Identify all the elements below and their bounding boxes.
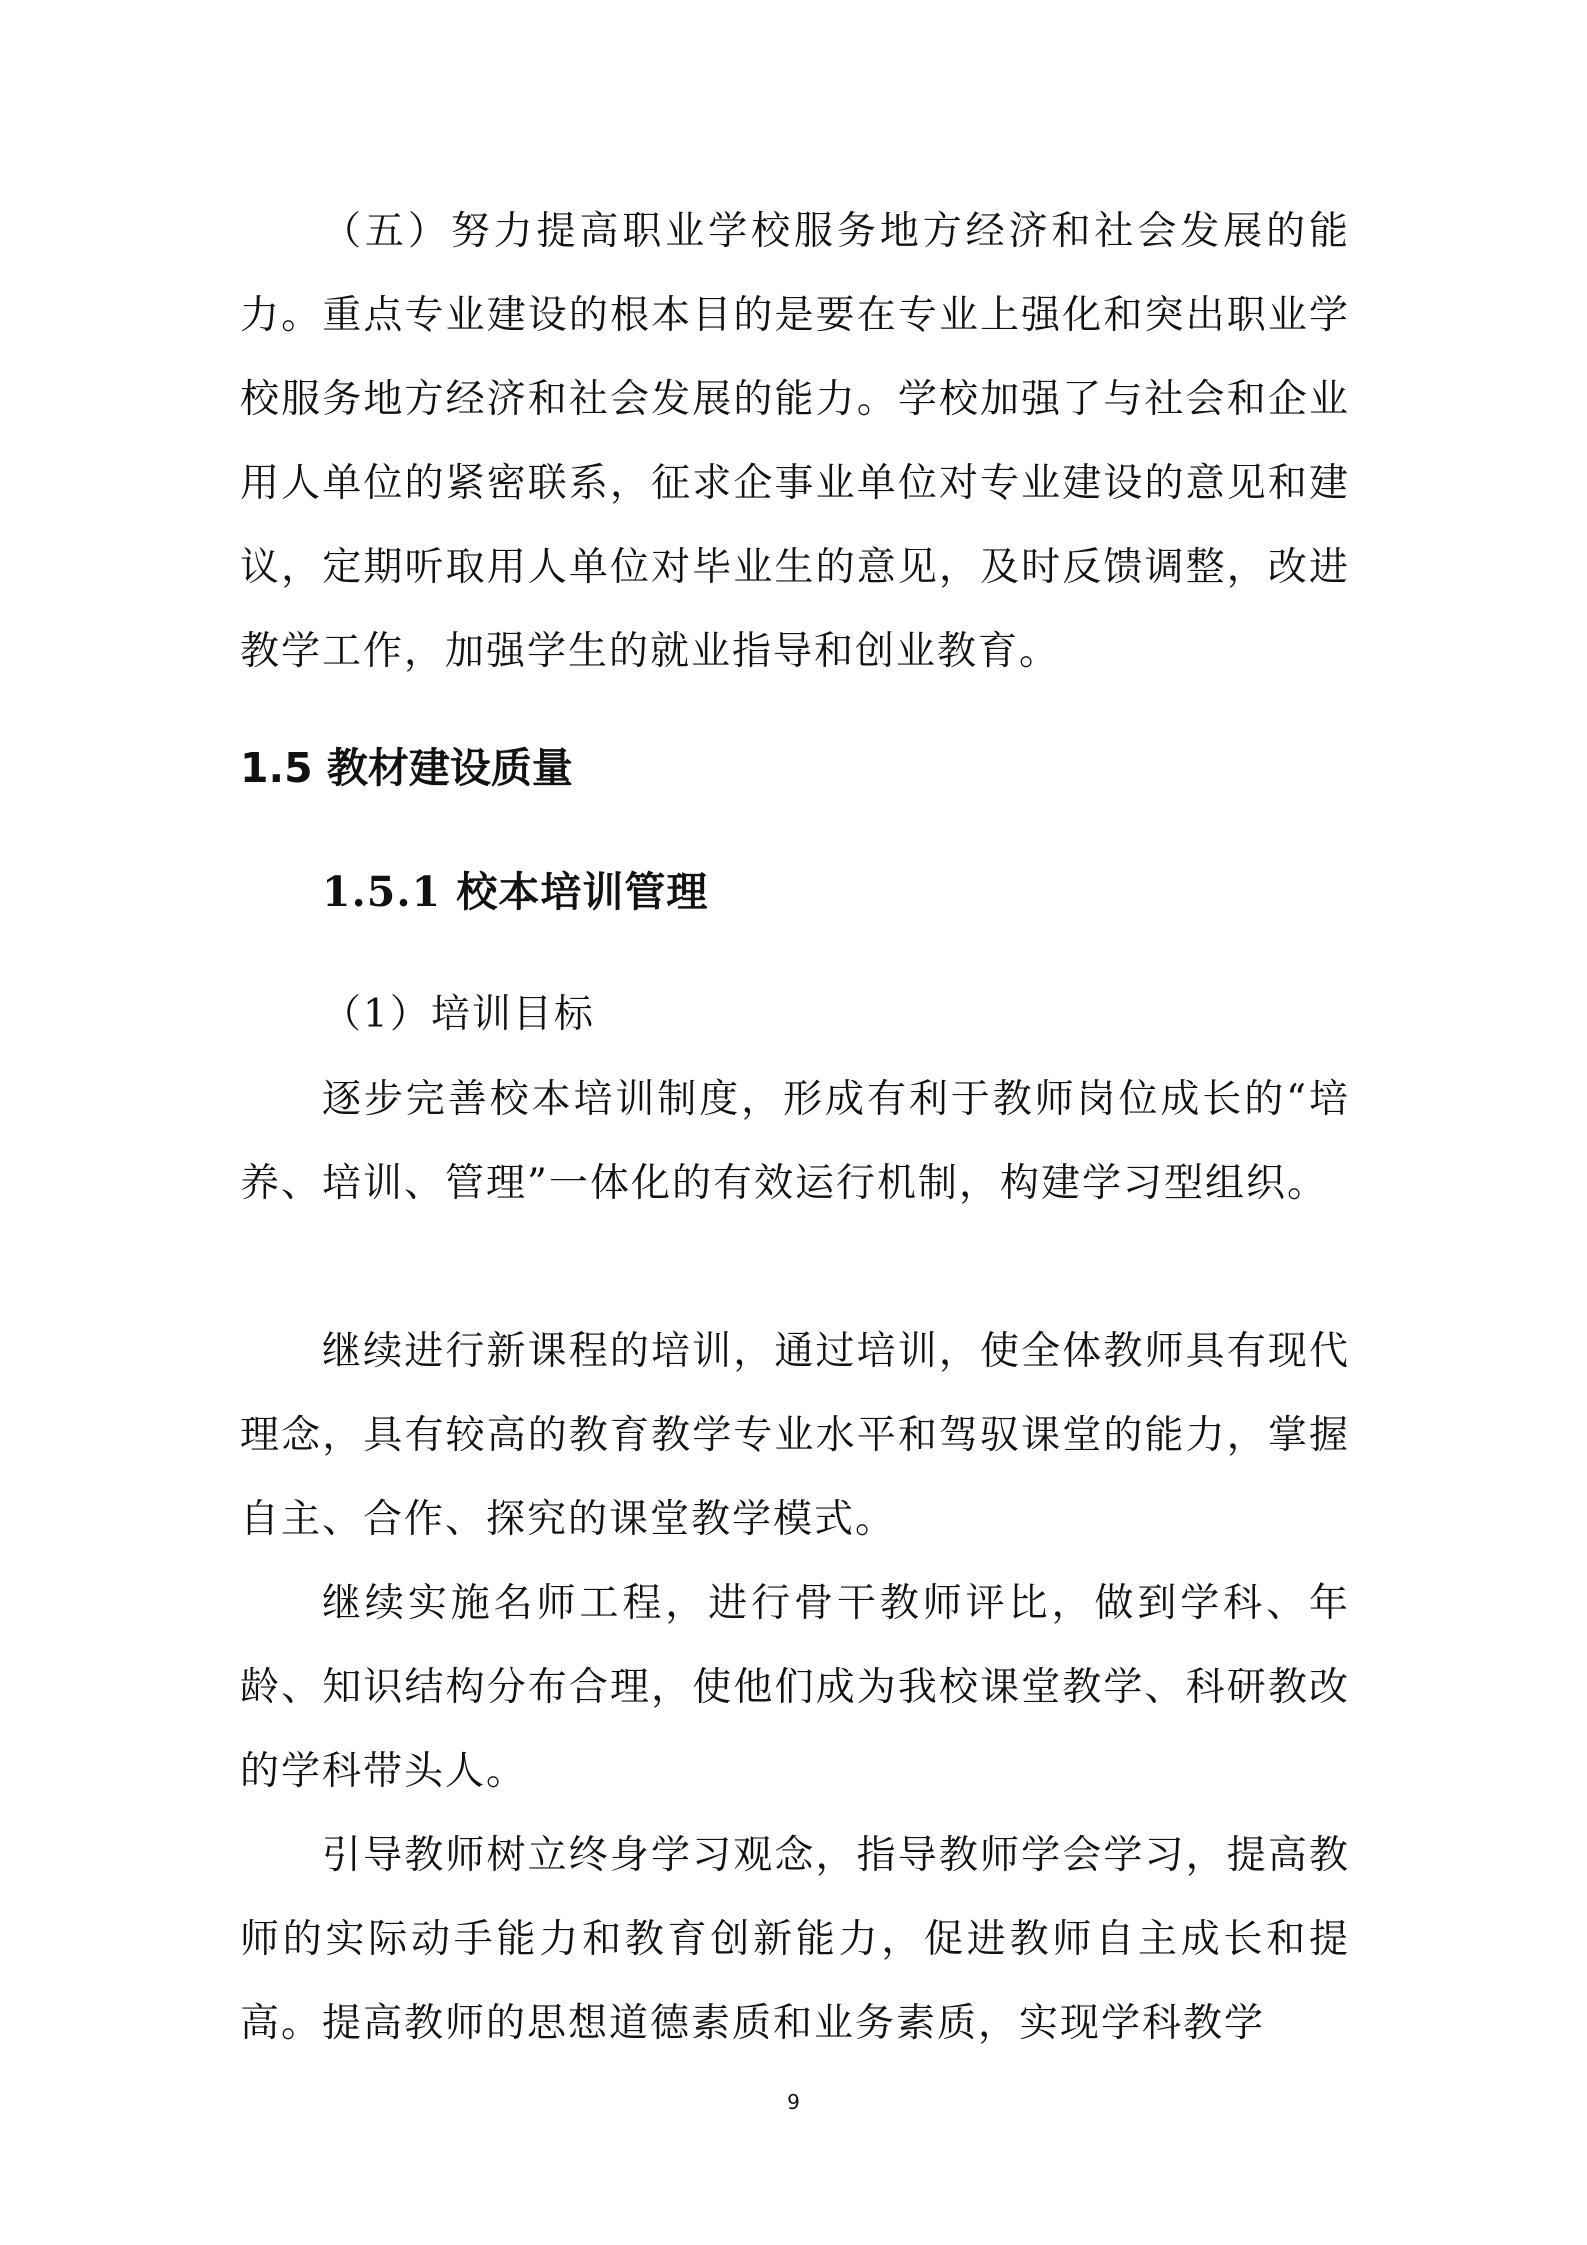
paragraph-new-curriculum: 继续进行新课程的培训，通过培训，使全体教师具有现代理念，具有较高的教育教学专业水平和驾驭课堂的能力，掌握自主、合作、探究的课堂教学模式。	[240, 1329, 1350, 1542]
paragraph-training-system: 逐步完善校本培训制度，形成有利于教师岗位成长的“培养、培训、管理”一体化的有效运行机制，构建学习型组织。	[240, 1077, 1350, 1206]
paragraph-lifelong-learning: 引导教师树立终身学习观念，指导教师学会学习，提高教师的实际动手能力和教育创新能力，促进教师自主成长和提高。提高教师的思想道德素质和业务素质，实现学科教学	[240, 1833, 1350, 2046]
subsection-heading: 1.5.1 校本培训管理	[322, 868, 709, 916]
section-heading: 1.5 教材建设质量	[240, 744, 573, 792]
paragraph-service-local-economy: （五）努力提高职业学校服务地方经济和社会发展的能力。重点专业建设的根本目的是要在专业上强化和突出职业学校服务地方经济和社会发展的能力。学校加强了与社会和企业用人单位的紧密联系，征求企事业单位对专业建设的意见和建议，定期听取用人单位对毕业生的意见，及时反馈调整，改进教学工作，加强学生的就业指导和创业教育。	[240, 209, 1350, 674]
page-number: 9	[787, 2090, 800, 2114]
item-heading: （1）培训目标	[322, 992, 595, 1037]
paragraph-famous-teacher: 继续实施名师工程，进行骨干教师评比，做到学科、年龄、知识结构分布合理，使他们成为我校课堂教学、科研教改的学科带头人。	[240, 1581, 1350, 1794]
